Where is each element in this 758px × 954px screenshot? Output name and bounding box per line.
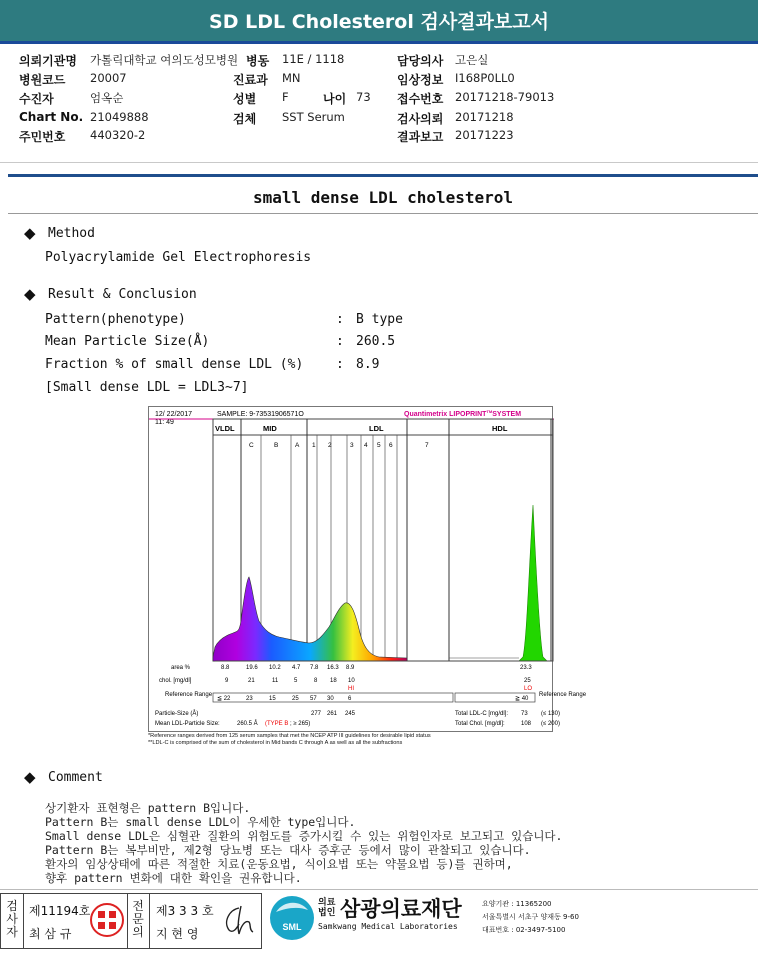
- reference-value: ≦ 22: [217, 696, 231, 702]
- chol-value: 10: [348, 678, 355, 684]
- examiner-seal-icon: [89, 902, 125, 938]
- band-label: C: [249, 442, 254, 449]
- lipoprotein-curve: [213, 577, 407, 661]
- age-label: 나이: [323, 92, 347, 106]
- chart-date: 12/ 22/2017: [155, 411, 192, 418]
- chart-time: 11: 49: [155, 419, 174, 426]
- total-chol-ref: (≤ 200): [541, 721, 560, 727]
- area-pct: 7.8: [310, 665, 319, 671]
- band-label: B: [274, 442, 279, 449]
- area-pct: 19.6: [246, 665, 258, 671]
- specialist-name: 지 현 영: [156, 927, 199, 941]
- chart-brand-name: Quantimetrix LIPOPRINT: [404, 411, 487, 418]
- reference-value: 25: [292, 696, 299, 702]
- particle-size: 277: [311, 711, 322, 717]
- reference-value: ≧ 40: [515, 696, 529, 702]
- band-label: 6: [389, 442, 393, 449]
- total-chol-label: Total Chol. [mg/dl]:: [455, 721, 505, 727]
- chart-table: [155, 665, 587, 727]
- chart-no-label: Chart No.: [19, 110, 84, 124]
- comment-line: 향후 pattern 변화에 대한 확인을 권유합니다.: [45, 871, 302, 885]
- band-separators: [241, 419, 551, 661]
- doctor-label: 담당의사: [397, 54, 444, 68]
- area-pct: 23.3: [520, 665, 532, 671]
- method-heading: Method: [48, 226, 95, 241]
- ward-value: 11E / 1118: [282, 52, 345, 66]
- chart-brand-tm: TM: [486, 409, 493, 414]
- particle-size: 261: [327, 711, 338, 717]
- dept-value: MN: [282, 71, 301, 85]
- patient-value: 엄옥순: [90, 91, 124, 105]
- comment-line: 상기환자 표현형은 pattern B입니다.: [45, 801, 251, 815]
- sex-label: 성별: [233, 92, 257, 106]
- chol-value: 25: [524, 678, 531, 684]
- signature-box: [0, 893, 262, 949]
- doctor-value: 고은실: [455, 53, 489, 67]
- code-value: 20007: [90, 71, 127, 85]
- chol-value: 11: [272, 678, 279, 684]
- footnote: **LDL-C is comprised of the sum of cholesterol in Mid bands C through A as well as all the subfractions: [148, 740, 403, 746]
- clinical-value: I168P0LL0: [455, 71, 515, 85]
- report-title: SD LDL Cholesterol 검사결과보고서: [0, 0, 758, 44]
- total-ldl-value: 73: [521, 711, 528, 717]
- reference-value: 57: [310, 696, 317, 702]
- hospital-label: 의뢰기관명: [19, 54, 77, 68]
- group-label: HDL: [492, 424, 508, 433]
- fraction-value: 8.9: [356, 357, 380, 372]
- org-tel: 대표번호 : 02-3497-5100: [482, 926, 566, 934]
- group-label: VLDL: [215, 424, 235, 433]
- comment-line: 환자의 임상상태에 따른 적절한 치료(운동요법, 식이요법 또는 약물요법 등)를 권하며,: [45, 857, 513, 871]
- divider: [23, 894, 24, 948]
- examiner-label: 검사자: [6, 899, 18, 939]
- area-pct: 8.8: [221, 665, 230, 671]
- band-label: 2: [328, 442, 332, 449]
- band-labels: [249, 442, 429, 449]
- total-chol-value: 108: [521, 721, 532, 727]
- band-label: 4: [364, 442, 368, 449]
- area-pct: 10.2: [269, 665, 281, 671]
- report-date-label: 결과보고: [397, 130, 444, 144]
- mean-size-type: (TYPE B: [265, 721, 289, 727]
- report-date-value: 20171223: [455, 128, 514, 142]
- comment-line: Pattern B는 small dense LDL이 우세한 type입니다.: [45, 815, 356, 829]
- divider: [127, 894, 128, 948]
- fraction-label: Fraction % of small dense LDL (%): [45, 357, 304, 372]
- particle-size-label: Mean Particle Size(Å): [45, 334, 210, 349]
- plot-frame: [213, 419, 553, 661]
- chol-value: 18: [330, 678, 337, 684]
- divider: [8, 213, 758, 214]
- lipoprint-svg: [149, 407, 587, 733]
- reference-value: 23: [246, 696, 253, 702]
- colon: :: [336, 357, 344, 372]
- specialist-license: 제3 3 3 호: [156, 904, 214, 918]
- total-ldl-label: Total LDL-C [mg/dl]:: [455, 711, 509, 717]
- sml-logo-icon: [268, 894, 316, 942]
- mean-size-ref: ; ≥ 265): [290, 721, 311, 727]
- row-label: chol. [mg/dl]: [159, 678, 192, 684]
- org-prefix: [318, 898, 335, 918]
- lo-flag: LO: [524, 686, 533, 692]
- resident-id-value: 440320-2: [90, 128, 146, 142]
- org-address: 서울특별시 서초구 양재동 9-60: [482, 913, 579, 921]
- reference-value: 30: [327, 696, 334, 702]
- chart-sample: SAMPLE: 9-73531906571O: [217, 411, 304, 418]
- lipoprint-chart: [148, 406, 587, 732]
- specialist-signature-icon: [219, 902, 259, 938]
- sex-value: F: [282, 90, 289, 104]
- code-label: 병원코드: [19, 73, 66, 87]
- mean-size-value: 260.5 Å: [237, 721, 258, 727]
- area-pct: 4.7: [292, 665, 301, 671]
- resident-id-label: 주민번호: [19, 130, 66, 144]
- comment-line: Small dense LDL은 심혈관 질환의 위험도를 증가시킬 수 있는 위험인자로 보고되고 있습니다.: [45, 829, 563, 843]
- divider: [0, 889, 758, 890]
- diamond-bullet-icon: ◆: [24, 224, 36, 242]
- specialist-label: 전문의: [132, 899, 144, 939]
- section-rule: [8, 174, 758, 177]
- reference-value: 15: [269, 696, 276, 702]
- request-value: 20171218: [455, 110, 514, 124]
- diamond-bullet-icon: ◆: [24, 285, 36, 303]
- total-ldl-ref: (≤ 130): [541, 711, 560, 717]
- method-text: Polyacrylamide Gel Electrophoresis: [45, 250, 312, 265]
- particle-size: 245: [345, 711, 356, 717]
- pattern-label: Pattern(phenotype): [45, 312, 186, 327]
- row-label: Reference Range: [165, 692, 213, 698]
- group-label: LDL: [369, 424, 384, 433]
- specimen-label: 검체: [233, 112, 257, 126]
- reference-right-label: Reference Range: [539, 692, 587, 698]
- dept-label: 진료과: [233, 73, 268, 87]
- chol-value: 5: [294, 678, 298, 684]
- examiner-name: 최 삼 규: [29, 927, 72, 941]
- band-label: 5: [377, 442, 381, 449]
- result-heading: Result & Conclusion: [48, 287, 197, 302]
- org-prefix-line: 의료: [318, 898, 336, 908]
- band-label: 7: [425, 442, 429, 449]
- row-label: Mean LDL-Particle Size:: [155, 721, 220, 727]
- hospital-value: 가톨릭대학교 여의도성모병원: [90, 53, 239, 67]
- hdl-peak: [519, 505, 547, 661]
- org-name: 삼광의료재단: [340, 897, 462, 921]
- ward-label: 병동: [246, 54, 270, 68]
- footnote: *Reference ranges derived from 125 serum samples that met the NCEP ATP III guidelines for desirable lipid status: [148, 733, 431, 739]
- area-pct: 16.3: [327, 665, 339, 671]
- colon: :: [336, 334, 344, 349]
- group-label: MID: [263, 424, 277, 433]
- particle-size-value: 260.5: [356, 334, 396, 349]
- divider: [0, 162, 758, 163]
- diamond-bullet-icon: ◆: [24, 768, 36, 786]
- age-value: 73: [356, 90, 371, 104]
- row-label: Particle-Size (Å): [155, 711, 199, 717]
- pattern-value: B type: [356, 312, 403, 327]
- org-prefix-line: 법인: [318, 908, 336, 918]
- org-english: Samkwang Medical Laboratories: [318, 922, 458, 931]
- receipt-label: 접수번호: [397, 92, 444, 106]
- org-contact: [482, 898, 579, 937]
- examiner-license: 제11194호: [29, 904, 91, 918]
- divider: [149, 894, 150, 948]
- reference-value: 6: [348, 696, 352, 702]
- comment-heading: Comment: [48, 770, 103, 785]
- sml-logo-text: SML: [282, 922, 302, 932]
- chart-no-value: 21049888: [90, 110, 149, 124]
- chol-value: 21: [248, 678, 255, 684]
- chart-footnotes: [148, 733, 508, 747]
- clinical-label: 임상정보: [397, 73, 444, 87]
- chart-brand: [404, 409, 521, 418]
- patient-label: 수진자: [19, 92, 54, 106]
- band-label: A: [295, 442, 300, 449]
- band-label: 3: [350, 442, 354, 449]
- hi-flag: HI: [348, 686, 354, 692]
- specimen-value: SST Serum: [282, 110, 345, 124]
- patient-info: [0, 52, 758, 152]
- chol-value: 8: [314, 678, 318, 684]
- comment-line: Pattern B는 복부비만, 제2형 당뇨병 또는 대사 증후군 등에서 많이 관찰되고 있습니다.: [45, 843, 531, 857]
- request-label: 검사의뢰: [397, 112, 444, 126]
- receipt-value: 20171218-79013: [455, 90, 555, 104]
- section-title: small dense LDL cholesterol: [252, 188, 514, 207]
- org-code: 요양기관 : 11365200: [482, 900, 552, 908]
- area-pct: 8.9: [346, 665, 355, 671]
- colon: :: [336, 312, 344, 327]
- sdldl-note: [Small dense LDL = LDL3~7]: [45, 380, 249, 395]
- chart-brand-system: SYSTEM: [492, 411, 522, 418]
- row-label: area %: [171, 665, 191, 671]
- chol-value: 9: [225, 678, 229, 684]
- band-label: 1: [312, 442, 316, 449]
